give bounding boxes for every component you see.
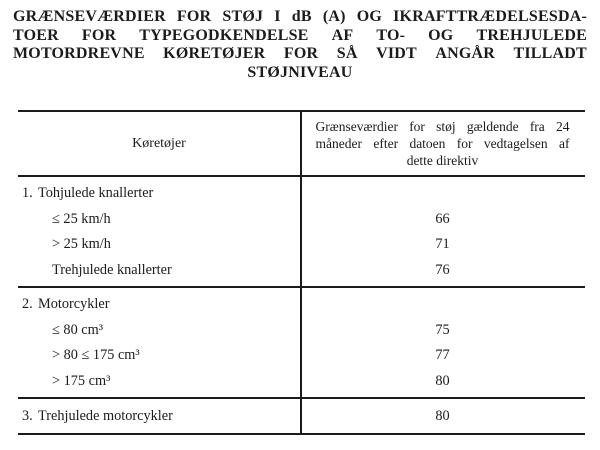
section-title-cell [18,185,300,202]
section-number: 1. [22,185,33,202]
row-label: ≤ 80 cm³ [52,321,104,338]
title-line-1: GRÆNSEVÆRDIER FOR STØJ I dB (A) OG IKRAFTTRÆDELSESDA- [13,8,587,25]
row-value: 76 [435,261,450,278]
section-title: Motorcykler [38,296,110,313]
row-label: Trehjulede knallerter [52,261,172,278]
header-cell-limits [300,112,585,175]
section-number: 2. [22,296,33,313]
header-limits-line-1: Grænseværdier for støj gældende fra 24 [315,119,570,134]
row-value: 75 [435,321,450,338]
header-vehicles-label: Køretøjer [132,135,186,151]
header-limits-line-3: dette direktiv [406,153,479,168]
document-title [13,8,587,82]
row-label: > 175 cm³ [52,372,111,389]
row-value: 71 [435,236,450,253]
noise-limits-table [18,110,585,435]
title-line-4: STØJNIVEAU [247,63,353,81]
row-value: 77 [435,347,450,364]
row-value: 80 [435,408,450,424]
column-divider [300,112,302,433]
section-number: 3. [22,408,33,424]
section-title: Trehjulede motorcykler [38,408,173,424]
section-title-cell [18,408,300,425]
title-line-3: MOTORDREVNE KØRETØJER FOR SÅ VIDT ANGÅR TILLADT [13,45,587,62]
section-title-cell [18,296,300,313]
header-limits-line-2: måneder efter datoen for vedtagelsen af [315,136,570,151]
row-label: > 80 ≤ 175 cm³ [52,347,140,364]
title-line-2: TOER FOR TYPEGODKENDELSE AF TO- OG TREHJULEDE [13,26,587,44]
row-label: ≤ 25 km/h [52,210,111,227]
row-label: > 25 km/h [52,236,111,253]
section-title: Tohjulede knallerter [38,185,154,202]
row-value: 66 [435,210,450,227]
header-cell-vehicles [18,112,300,175]
header-limits-text [316,118,570,169]
row-value: 80 [435,372,450,389]
